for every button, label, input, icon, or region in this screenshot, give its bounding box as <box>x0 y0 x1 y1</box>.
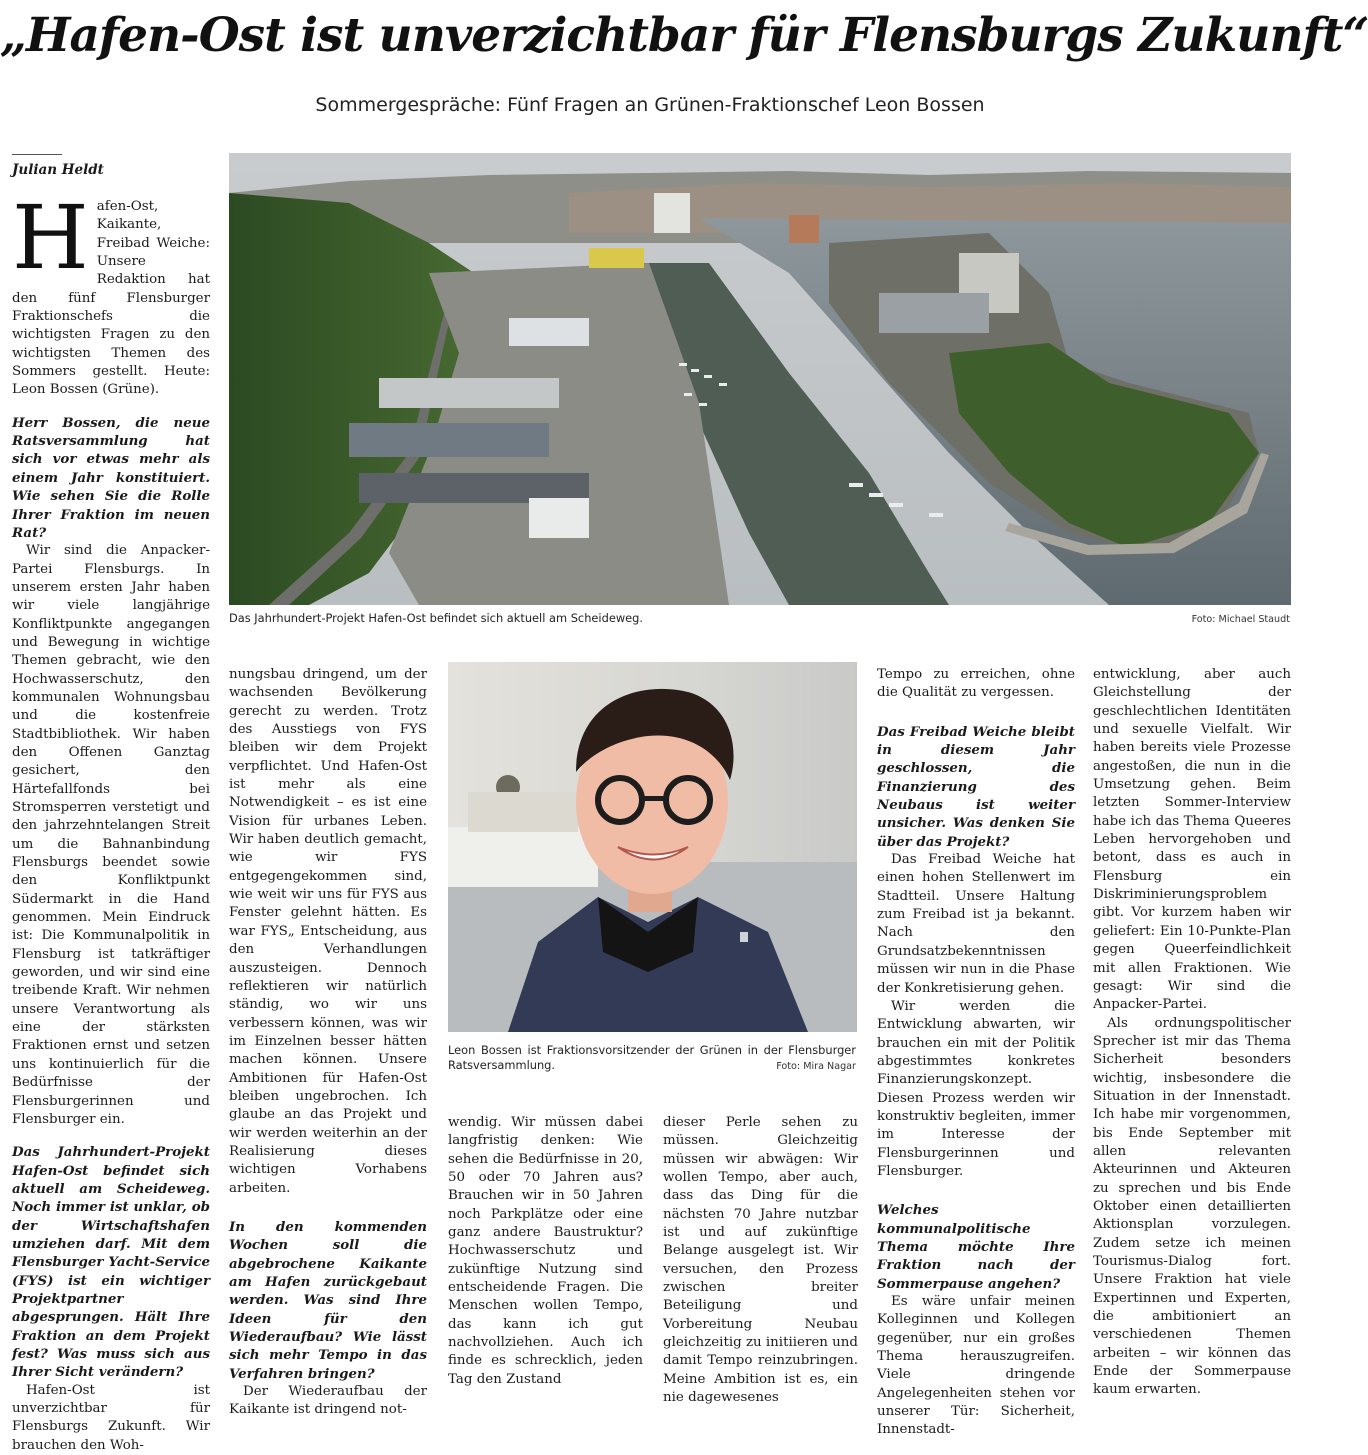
answer-4-part-1: Das Freibad Weiche hat einen hohen Stellenwert im Stadtteil. Unsere Haltung zum Freibad ist ja bekannt. Nach den Grundsatzbekenntnissen müssen wir nun in die Phase der Konkretisierung gehen. <box>877 852 1075 996</box>
article-column-5 <box>877 666 1075 1438</box>
answer-5-cont: entwicklung, aber auch Gleichstellung der geschlechtlichen Identitäten und sexuelle Vielfalt. Wir haben bereits viele Prozesse angestoßen, die nun in die Umsetzung gehen. Beim letzten Sommer-Interview habe ich das Thema Queeres Leben hervorgehoben und betont, dass es auch in Flensburg ein Diskriminierungsproblem gibt. Vor kurzem haben wir geliefert: Ein 10-Punkte-Plan gegen Queerfeindlichkeit mit allen Fraktionen. Wie gesagt: Wir sind die Anpacker-Partei. <box>1093 667 1291 1013</box>
photo2-credit: Foto: Mira Nagar <box>776 1061 856 1072</box>
question-3: In den kommenden Wochen soll die abgebrochene Kaikante am Hafen zurückgebaut werden. Was sind Ihre Ideen für den Wiederaufbau? Wie lässt sich mehr Tempo in das Verfahren bringen? <box>229 1218 427 1382</box>
article-column-6 <box>1093 666 1291 1398</box>
subline: Sommergespräche: Fünf Fragen an Grünen-Fraktionschef Leon Bossen <box>315 94 985 116</box>
article-column-1 <box>12 186 210 1453</box>
photo1-credit: Foto: Michael Staudt <box>1191 614 1290 625</box>
answer-3-cont: wendig. Wir müssen dabei langfristig denken: Wie sehen die Bedürfnisse in 20, 50 oder 70 Jahren aus? Brauchen wir in 50 Jahren noch Parkplätze oder eine ganz andere Baustruktur? Hochwasserschutz und zukünftige Nutzung sind entscheidende Fragen. Die Menschen wollen Tempo, das kann ich gut nachvollziehen. Auch ich finde es schrecklich, jeden Tag den Zustand <box>448 1115 643 1387</box>
answer-5-start: Es wäre unfair meinen Kolleginnen und Kollegen gegenüber, nur ein großes Thema herauszugreifen. Viele dringende Angelegenheiten stehen vor unserer Tür: Sicherheit, Innenstadt- <box>877 1294 1075 1438</box>
answer-2-start: Hafen-Ost ist unverzichtbar für Flensburgs Zukunft. Wir brauchen den Woh- <box>12 1382 210 1453</box>
answer-5-end: Als ordnungspolitischer Sprecher ist mir das Thema Sicherheit besonders wichtig, insbesondere die Situation in der Innenstadt. Ich habe mir vorgenommen, bis Ende September mit allen relevanten Akteurinnen und Akteuren zu sprechen und bis Ende Oktober einen detaillierten Aktionsplan vorzulegen. Zudem setze ich meinen Tourismus-Dialog fort. Unsere Fraktion hat viele Expertinnen und Experten, die ambitioniert an verschiedenen Themen arbeiten – wir können das Ende der Sommerpause kaum erwarten. <box>1093 1015 1291 1398</box>
photo1-caption: Das Jahrhundert-Projekt Hafen-Ost befindet sich aktuell am Scheideweg. <box>229 611 644 625</box>
answer-4-part-2: Wir werden die Entwicklung abwarten, wir brauchen ein mit der Politik abgestimmtes konkretes Finanzierungskonzept. Diesen Prozess werden wir konstruktiv begleiten, immer im Interesse der Flensburgerinnen und Flensburger. <box>877 998 1075 1179</box>
answer-1: Wir sind die Anpacker-Partei Flensburgs. In unserem ersten Jahr haben wir viele langjährige Konfliktpunkte angegangen und Bewegung in wichtige Themen gebracht, wie den Hochwasserschutz, den kommunalen Wohnungsbau und die kostenfreie Stadtbibliothek. Wir haben den Offenen Ganztag gesichert, den Härtefallfonds bei Stromsperren verstetigt und den jahrzehntelangen Streit um die Bahnanbindung Flensburgs beendet sowie den Konfliktpunkt Südermarkt in die Hand genommen. Mein Eindruck ist: Die Kommunalpolitik in Flensburg ist tatkräftiger geworden, und wir sind eine treibende Kraft. Wir nehmen unsere Verantwortung als eine der stärksten Fraktionen ernst und setzen uns kontinuierlich für die Bedürfnisse der Flensburgerinnen und Flensburger ein. <box>12 543 210 1127</box>
author-rule <box>12 154 62 155</box>
author-byline: Julian Heldt <box>12 162 104 178</box>
answer-3-cont-2: dieser Perle sehen zu müssen. Gleichzeitig müssen wir abwägen: Wir wollen Tempo, aber auch, dass das Ding für die nächsten 70 Jahre nutzbar ist und auf zukünftige Belange ausgelegt ist. Wir versuchen, den Prozess zwischen breiter Beteiligung und Vorbereitung Neubau gleichzeitig zu initiieren und damit Tempo reinzubringen. Meine Ambition ist es, ein nie dagewesenes <box>663 1115 858 1406</box>
portrait-photo <box>448 662 857 1032</box>
answer-3-start: Der Wiederaufbau der Kaikante ist dringend not- <box>229 1384 427 1418</box>
answer-2-cont: nungsbau dringend, um der wachsenden Bevölkerung gerecht zu werden. Trotz des Ausstiegs von FYS bleiben wir dem Projekt verpflichtet. Und Hafen-Ost ist mehr als eine Notwendigkeit – es ist eine Vision für urbanes Leben. Wir haben deutlich gemacht, wie wir FYS entgegengekommen sind, wie weit wir uns für FYS aus Fenster gelehnt hätten. Es war FYS„ Entscheidung, aus den Verhandlungen auszusteigen. Dennoch reflektieren wir natürlich ständig, wo wir uns verbessern können, was wir im Einzelnen besser hätten machen können. Unsere Ambitionen für Hafen-Ost bleiben ungebrochen. Ich glaube an das Projekt und wir werden weiterhin an der Realisierung dieses wichtigen Vorhabens arbeiten. <box>229 667 427 1196</box>
drop-cap: H <box>12 186 89 289</box>
headline: „Hafen-Ost ist unverzichtbar für Flensburgs Zukunft“ <box>0 8 1368 63</box>
article-column-4 <box>663 1114 858 1406</box>
question-4: Das Freibad Weiche bleibt in diesem Jahr geschlossen, die Finanzierung des Neubaus ist weiter unsicher. Was denken Sie über das Projekt? <box>877 723 1075 850</box>
article-intro: Hafen-Ost, Kaikante, Freibad Weiche: Unsere Redaktion hat den fünf Flensburger Fraktionschefs die wichtigsten Fragen zu den wichtigsten Themen des Sommers gestellt. Heute: Leon Bossen (Grüne). <box>12 186 210 398</box>
photo2-caption: Leon Bossen ist Fraktionsvorsitzender der Grünen in der Flensburger Ratsversammlung. <box>448 1043 856 1072</box>
article-column-2 <box>229 666 427 1418</box>
answer-3-end: Tempo zu erreichen, ohne die Qualität zu vergessen. <box>877 667 1075 701</box>
article-column-3 <box>448 1114 643 1387</box>
question-1: Herr Bossen, die neue Ratsversammlung hat sich vor etwas mehr als einem Jahr konstituiert. Wie sehen Sie die Rolle Ihrer Fraktion im neuen Rat? <box>12 414 210 541</box>
question-2: Das Jahrhundert-Projekt Hafen-Ost befindet sich aktuell am Scheideweg. Noch immer ist unklar, ob der Wirtschaftshafen umziehen darf. Mit dem Flensburger Yacht-Service (FYS) ist ein wichtiger Projektpartner abgesprungen. Hält Ihre Fraktion an dem Projekt fest? Was muss sich aus Ihrer Sicht verändern? <box>12 1144 210 1381</box>
question-5: Welches kommunalpolitische Thema möchte Ihre Fraktion nach der Sommerpause angehen? <box>877 1202 1075 1292</box>
harbour-aerial-photo <box>229 153 1291 605</box>
